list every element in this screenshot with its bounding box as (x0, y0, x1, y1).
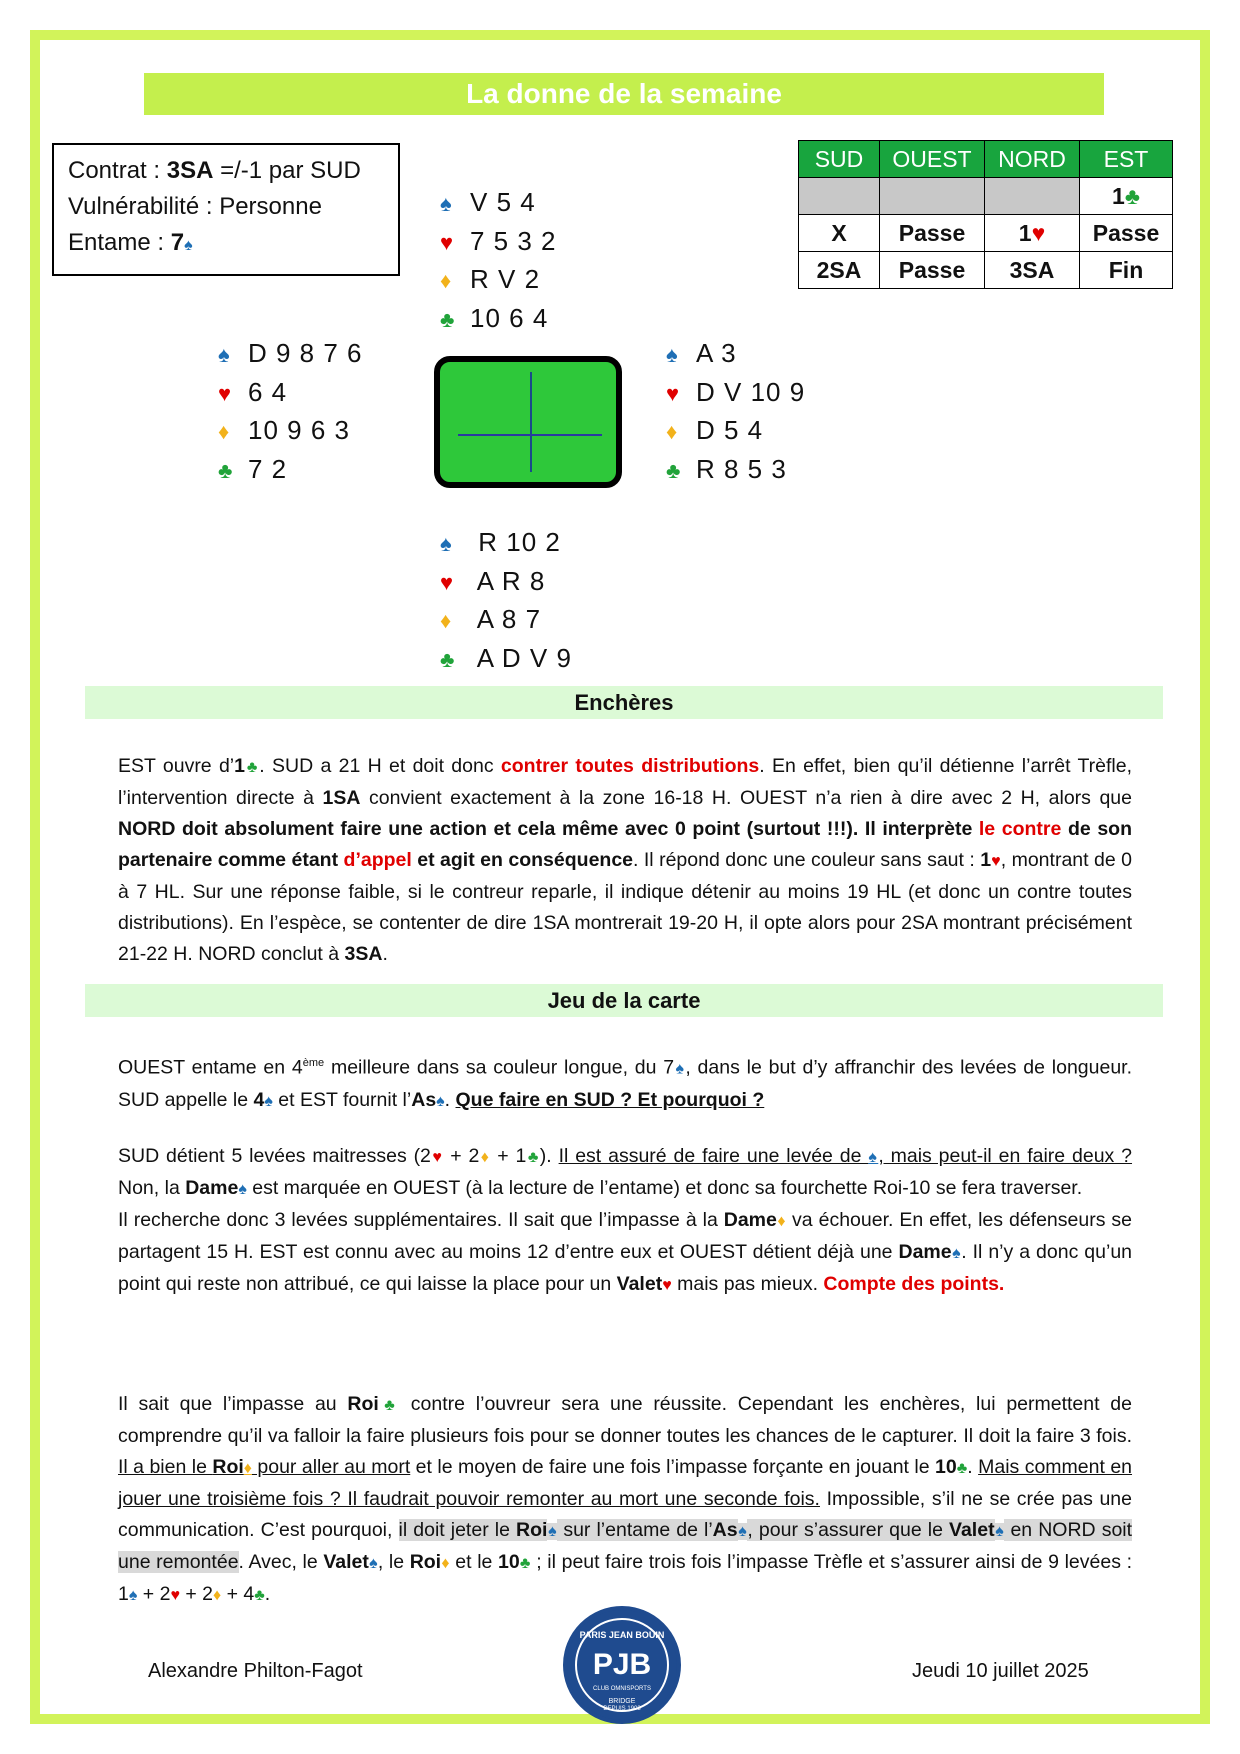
highlighted-text: Valet (949, 1519, 995, 1541)
paragraph-jeu-1 (118, 1048, 1132, 1117)
text: va échouer. En effet, les défenseurs se partagent 15 H. EST est connu avec au moins 12 d’entre eux et OUEST détient déjà une (118, 1209, 1133, 1263)
text-block (118, 751, 1132, 970)
highlighted-text: , pour s’assurer que le (747, 1519, 950, 1541)
bid-cell-empty (799, 178, 880, 215)
club-logo (563, 1606, 681, 1724)
header-sud: SUD (799, 141, 880, 178)
heart-icon: ♥ (430, 1149, 444, 1166)
text: Non, la (118, 1177, 186, 1199)
text: ; il peut faire trois fois l’impasse Trèfle et s’assurer ainsi de 9 levées : 1 (118, 1551, 1132, 1605)
text: . (382, 943, 388, 965)
bold-text: de son partenaire comme étant (118, 818, 1132, 871)
bid-cell-empty (880, 178, 985, 215)
text: . SUD a 21 H et doit donc (259, 755, 501, 777)
question-text: Que faire en SUD ? Et pourquoi ? (455, 1088, 765, 1111)
bidding-row (799, 215, 1173, 252)
bid-value: 1 (1112, 182, 1125, 209)
spade-icon: ♠ (264, 1092, 273, 1110)
highlighted-text: Roi (516, 1519, 548, 1541)
logo-text-bottom: BRIDGE (608, 1698, 636, 1705)
text: EST ouvre d’ (118, 755, 235, 777)
text: + 2 (137, 1583, 171, 1605)
north-clubs: 10 6 4 (470, 302, 549, 333)
bold-text: Dame (723, 1209, 777, 1231)
logo-ring (575, 1618, 669, 1712)
spade-icon: ♠ (737, 1523, 748, 1540)
bid-cell-empty (985, 178, 1080, 215)
spade-icon: ♠ (440, 531, 453, 556)
bid-cell: Fin (1080, 252, 1173, 289)
spade-icon: ♠ (547, 1523, 558, 1540)
bid-cell: X (799, 215, 880, 252)
diamond-icon: ♦ (441, 1555, 450, 1572)
logo-text-top: PARIS JEAN BOUIN (579, 1630, 665, 1640)
table-horizontal-line (458, 434, 602, 436)
bid-cell: Passe (1080, 215, 1173, 252)
lead-value: 7 (170, 229, 185, 256)
bidding-header-row (799, 141, 1173, 178)
hand-east (666, 335, 805, 489)
text-block (118, 1205, 1132, 1301)
bid-cell: 3SA (985, 252, 1080, 289)
south-spades: R 10 2 (478, 527, 561, 557)
bid-cell: Passe (880, 215, 985, 252)
highlighted-text: As (712, 1519, 738, 1541)
bidding-row (799, 178, 1173, 215)
text: . Il n’y a donc qu’un point qui reste non attribué, ce qui laisse la place pour un (118, 1241, 1133, 1295)
bold-text: Valet (616, 1273, 663, 1295)
text: . En effet, bien qu’il détienne l’arrêt Trèfle, l’intervention directe à (118, 755, 1132, 809)
spade-icon: ♠ (436, 1092, 445, 1110)
text: mais pas mieux. (671, 1273, 824, 1295)
diamond-icon: ♦ (243, 1460, 252, 1477)
paragraph-jeu-4 (118, 1389, 1132, 1611)
logo-text-sub: CLUB OMNISPORTS (593, 1686, 651, 1692)
bold-text: Roi (347, 1393, 379, 1415)
header-est: EST (1080, 141, 1173, 178)
bold-text: 3SA (344, 943, 383, 965)
west-diamonds: 10 9 6 3 (248, 415, 350, 445)
underlined-text: Il est assuré de faire une levée de (558, 1145, 869, 1167)
club-icon: ♣ (440, 646, 456, 672)
text: , le (377, 1551, 410, 1573)
diamond-icon: ♦ (218, 419, 231, 444)
diamond-icon: ♦ (213, 1587, 222, 1604)
vulnerability-line: Vulnérabilité : Personne (68, 193, 322, 220)
spade-icon: ♠ (238, 1181, 247, 1198)
contract-box (52, 143, 400, 276)
heart-icon: ♥ (662, 1277, 672, 1294)
underlined-text: Il a bien le (118, 1456, 213, 1478)
club-icon: ♣ (526, 1149, 540, 1166)
west-hearts: 6 4 (248, 376, 288, 407)
highlighted-text: il doit jeter le (398, 1519, 517, 1541)
date: Jeudi 10 juillet 2025 (912, 1660, 1089, 1682)
contract-value: 3SA (166, 157, 214, 184)
bold-text: 1SA (322, 787, 361, 809)
spade-icon: ♠ (951, 1245, 962, 1262)
bold-text: 10 (935, 1456, 957, 1478)
bold-text: NORD doit absolument faire une action et cela même avec 0 point (surtout !!!). Il interprète (118, 818, 979, 840)
east-diamonds: D 5 4 (696, 415, 764, 445)
underlined-text: Mais comment en jouer une troisième fois ? Il faudrait pouvoir remonter au mort une seconde fois. (118, 1456, 1133, 1510)
text-block (118, 1141, 1132, 1205)
text: contre l’ouvreur sera une réussite. Cependant les enchères, lui permettent de comprendre qu’il va falloir la faire plusieurs fois pour se donner toutes les chances de le capturer. Il doit la faire 3 fois. (118, 1393, 1132, 1447)
hand-north (440, 184, 557, 338)
spade-icon: ♠ (440, 191, 453, 216)
text: ). (539, 1145, 559, 1167)
bid-value: 1 (1018, 219, 1032, 246)
underlined-text: pour aller au mort (251, 1456, 411, 1478)
club-icon: ♣ (254, 1587, 265, 1604)
highlight-text: Compte des points. (823, 1273, 1005, 1295)
lead-label: Entame : (68, 229, 171, 256)
section-heading-jeu: Jeu de la carte (85, 984, 1163, 1017)
text: . (444, 1088, 456, 1111)
text-block (118, 1389, 1132, 1611)
text: SUD détient 5 levées maitresses (2 (118, 1145, 431, 1167)
bold-text: 10 (498, 1551, 520, 1573)
heart-icon: ♥ (170, 1587, 180, 1604)
east-spades: A 3 (696, 338, 737, 368)
heart-icon: ♥ (1031, 219, 1046, 246)
logo-text-mid: PJB (592, 1648, 652, 1681)
hand-south (440, 524, 572, 678)
highlighted-text: sur l’entame de l’ (557, 1519, 713, 1541)
bold-text: Valet (323, 1551, 369, 1573)
text-block (118, 1048, 1132, 1117)
diamond-icon: ♦ (440, 608, 453, 633)
text: . Avec, le (238, 1551, 324, 1573)
south-hearts: A R 8 (476, 565, 546, 596)
heart-icon: ♥ (440, 569, 455, 595)
text: + 1 (490, 1145, 527, 1167)
bidding-table (798, 140, 1173, 289)
heart-icon: ♥ (666, 380, 681, 406)
paragraph-jeu-2 (118, 1141, 1132, 1301)
west-clubs: 7 2 (248, 453, 288, 484)
lead-line (68, 225, 384, 264)
highlight-text: le contre (978, 818, 1062, 840)
header-ouest: OUEST (880, 141, 985, 178)
text: et le moyen de faire une fois l’impasse forçante en jouant le (410, 1456, 936, 1478)
spade-icon: ♠ (128, 1587, 138, 1604)
text: , dans le but d’y affranchir des levées de longueur. SUD appelle le (118, 1056, 1133, 1111)
club-icon: ♣ (245, 759, 260, 776)
text: . (967, 1456, 979, 1478)
text: Il recherche donc 3 levées supplémentaires. Il sait que l’impasse à la (118, 1209, 724, 1231)
text: OUEST entame en 4 (118, 1056, 303, 1079)
bid-cell: Passe (880, 252, 985, 289)
club-icon: ♣ (519, 1555, 531, 1572)
club-icon: ♣ (440, 306, 456, 332)
contract-rest: =/-1 par SUD (213, 157, 361, 184)
south-clubs: A D V 9 (476, 642, 572, 673)
text: , montrant de 0 à 7 HL. Sur une réponse faible, si le contreur reparle, il indique détenir au moins 19 HL (et donc un contre toutes distributions). En l’espèce, se contenter de dire 1SA montrerait 19-20 H, il opte alors pour 2SA montrant précisément 21-22 H. NORD conclut à (118, 849, 1132, 965)
contract-line (68, 153, 384, 189)
logo-text-since: DEPUIS 1903 (603, 1706, 641, 1712)
contract-label: Contrat : (68, 157, 167, 184)
hand-west (218, 335, 363, 489)
diamond-icon: ♦ (479, 1149, 491, 1166)
text: Impossible, s’il ne se crée pas une communication. C’est pourquoi, (118, 1488, 1132, 1541)
bold-text: Dame (898, 1241, 952, 1263)
paragraph-encheres (118, 751, 1132, 970)
bid-cell (985, 215, 1080, 252)
club-icon: ♣ (218, 457, 234, 483)
spade-icon: ♠ (368, 1555, 378, 1572)
diamond-icon: ♦ (776, 1213, 787, 1230)
north-diamonds: R V 2 (470, 264, 541, 294)
text: + 2 (443, 1145, 480, 1167)
bold-text: et agit en conséquence (411, 849, 634, 871)
club-icon: ♣ (666, 457, 682, 483)
north-hearts: 7 5 3 2 (470, 225, 557, 256)
north-spades: V 5 4 (470, 187, 536, 217)
bold-text: 1 (234, 755, 245, 777)
highlighted-text: en NORD soit une remontée (118, 1519, 1133, 1573)
heart-icon: ♥ (991, 853, 1001, 870)
south-diamonds: A 8 7 (476, 604, 542, 634)
text: Il sait que l’impasse au (118, 1393, 348, 1415)
bold-text: As (411, 1088, 437, 1111)
bid-cell: 2SA (799, 252, 880, 289)
heart-icon: ♥ (218, 380, 233, 406)
bold-text: 4 (253, 1088, 265, 1111)
spade-icon: ♠ (868, 1149, 879, 1166)
club-icon: ♣ (956, 1460, 968, 1477)
text: + 2 (179, 1583, 214, 1605)
table-vertical-line (530, 372, 532, 472)
east-clubs: R 8 5 3 (696, 453, 787, 484)
bold-text: Roi (212, 1456, 244, 1478)
spade-icon: ♠ (218, 342, 231, 367)
section-heading-encheres: Enchères (85, 686, 1163, 719)
superscript: ème (302, 1057, 325, 1069)
bidding-row (799, 252, 1173, 289)
text: convient exactement à la zone 16-18 H. OUEST n’a rien à dire avec 2 H, alors que (360, 787, 1132, 809)
highlight-text: contrer toutes distributions (500, 755, 760, 777)
text: . Il répond donc une couleur sans saut : (633, 849, 981, 871)
author: Alexandre Philton-Fagot (148, 1660, 363, 1682)
west-spades: D 9 8 7 6 (248, 338, 363, 368)
spade-icon: ♠ (666, 342, 679, 367)
spade-icon: ♠ (184, 237, 193, 254)
bold-text: Roi (409, 1551, 442, 1573)
text: meilleure dans sa couleur longue, du 7 (324, 1056, 675, 1079)
club-icon: ♣ (1124, 182, 1140, 209)
spade-icon: ♠ (674, 1060, 686, 1078)
east-hearts: D V 10 9 (696, 376, 806, 407)
bold-text: Dame (185, 1177, 239, 1199)
header-nord: NORD (985, 141, 1080, 178)
text: . (264, 1583, 271, 1605)
text: est marquée en OUEST (à la lecture de l’entame) et donc sa fourchette Roi-10 se fera traverser. (246, 1177, 1083, 1199)
underlined-text: , mais peut-il en faire deux ? (878, 1145, 1133, 1167)
diamond-icon: ♦ (666, 419, 679, 444)
heart-icon: ♥ (440, 229, 455, 255)
text: et EST fournit l’ (272, 1088, 412, 1111)
spade-icon: ♠ (994, 1523, 1005, 1540)
club-icon: ♣ (378, 1397, 401, 1414)
highlight-text: d’appel (343, 849, 412, 871)
bid-cell (1080, 178, 1173, 215)
text: et le (449, 1551, 499, 1573)
bridge-table-icon (434, 356, 622, 488)
page-title: La donne de la semaine (144, 73, 1104, 115)
bold-text: 1 (980, 849, 992, 871)
diamond-icon: ♦ (440, 268, 453, 293)
text: + 4 (221, 1583, 255, 1605)
